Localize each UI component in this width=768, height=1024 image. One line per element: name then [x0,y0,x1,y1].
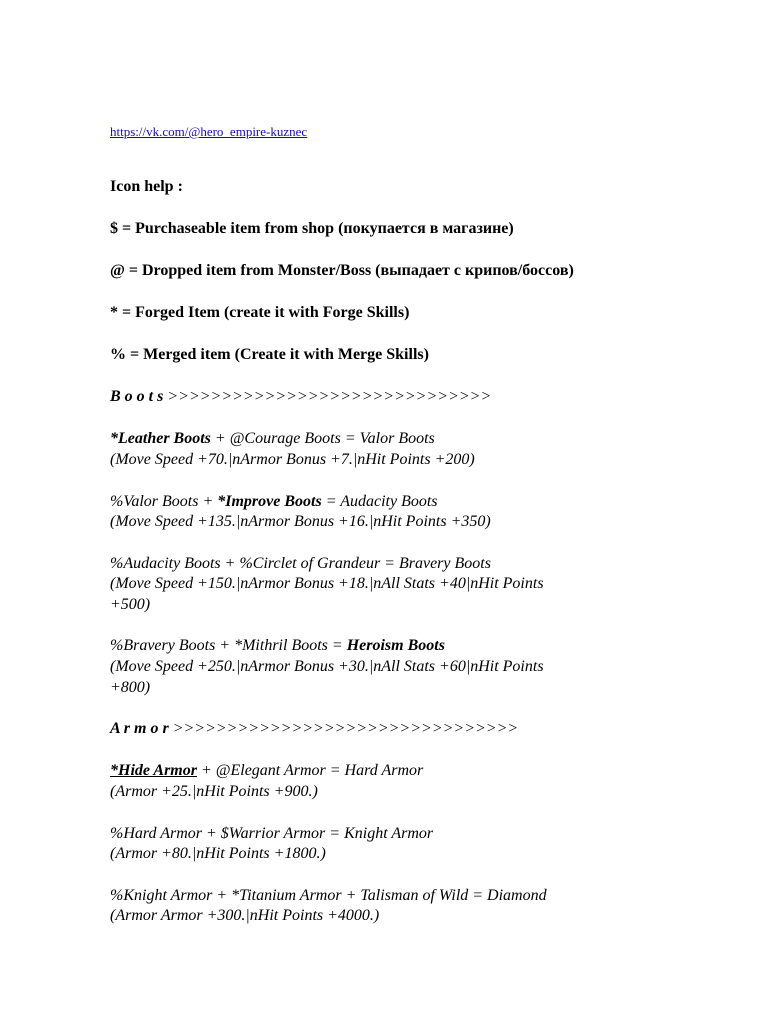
armor-heading-label: A r m o r [110,720,169,737]
legend-drop: @ = Dropped item from Monster/Boss (выпадает с крипов/боссов) [110,262,574,279]
boots-recipe-2 [110,493,438,511]
boots-recipe-4 [110,637,445,655]
recipe-text: + @Elegant Armor = Hard Armor [196,762,424,779]
boots-recipe-3: %Audacity Boots + %Circlet of Grandeur = Bravery Boots [110,555,491,572]
boots-recipe-1 [110,430,435,448]
icon-help-title: Icon help : [110,178,183,195]
legend-merge: % = Merged item (Create it with Merge Skills) [110,346,429,363]
boots-heading-label: B o o t s [110,388,164,405]
armor-heading-arrows: >>>>>>>>>>>>>>>>>>>>>>>>>>>>>>>> [168,720,519,737]
boots-heading-arrows: >>>>>>>>>>>>>>>>>>>>>>>>>>>>>> [163,388,492,405]
recipe-ingredient-bold: *Leather Boots [110,430,211,447]
boots-recipe-4-stats: (Move Speed +250.|nArmor Bonus +30.|nAll Stats +60|nHit Points [110,658,544,675]
boots-recipe-3-stats-cont: +500) [110,596,151,613]
boots-recipe-3-stats: (Move Speed +150.|nArmor Bonus +18.|nAll Stats +40|nHit Points [110,575,544,592]
armor-section-heading [110,720,518,738]
recipe-text: %Bravery Boots + *Mithril Boots = [110,637,347,654]
recipe-text: = Audacity Boots [321,493,438,510]
recipe-ingredient-bold: *Hide Armor [110,762,197,779]
armor-recipe-1-stats: (Armor +25.|nHit Points +900.) [110,783,318,800]
armor-recipe-3-stats: (Armor Armor +300.|nHit Points +4000.) [110,907,380,924]
armor-recipe-2-stats: (Armor +80.|nHit Points +1800.) [110,845,326,862]
legend-shop: $ = Purchaseable item from shop (покупается в магазине) [110,220,514,237]
recipe-text: + @Courage Boots = Valor Boots [210,430,435,447]
legend-forge: * = Forged Item (create it with Forge Skills) [110,304,410,321]
armor-recipe-2: %Hard Armor + $Warrior Armor = Knight Armor [110,825,434,842]
recipe-result-bold: Heroism Boots [346,637,445,654]
recipe-ingredient-bold: *Improve Boots [217,493,322,510]
vk-link[interactable]: https://vk.com/@hero_empire-kuznec [110,124,308,139]
boots-section-heading [110,388,491,406]
boots-recipe-4-stats-cont: +800) [110,679,151,696]
boots-recipe-1-stats: (Move Speed +70.|nArmor Bonus +7.|nHit Points +200) [110,451,475,468]
recipe-text: %Valor Boots + [110,493,218,510]
boots-recipe-2-stats: (Move Speed +135.|nArmor Bonus +16.|nHit Points +350) [110,513,491,530]
armor-recipe-1 [110,762,423,780]
armor-recipe-3: %Knight Armor + *Titanium Armor + Talisman of Wild = Diamond [110,887,547,904]
